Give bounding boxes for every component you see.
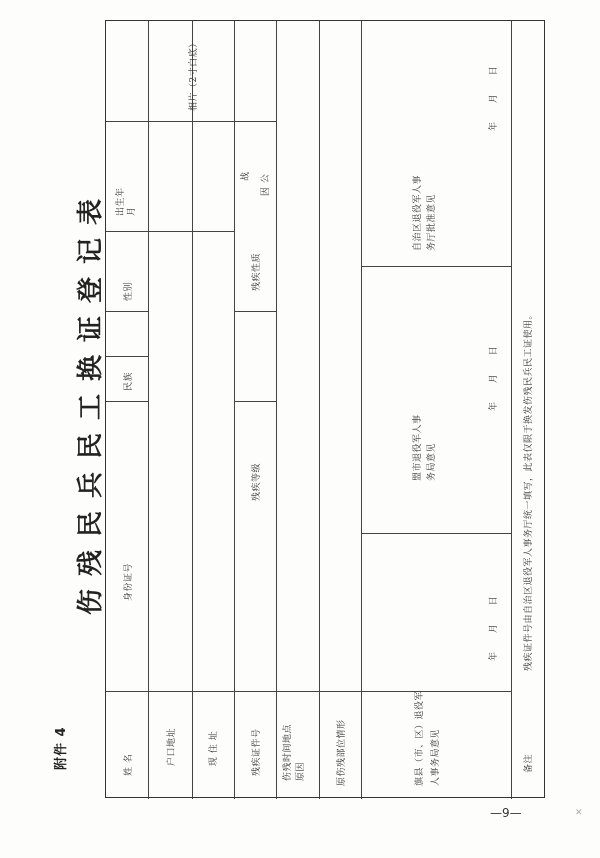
date-region: 年 月 日 bbox=[489, 58, 499, 131]
date-league: 年 月 日 bbox=[489, 338, 499, 411]
label-county-opinion: 旗县（市、区）退役军人事务局意见 bbox=[415, 690, 441, 786]
remarks-text: 残疾证件号由自治区退役军人事务厅统一填写，此表仅限于换发伤残民兵民工证使用。 bbox=[524, 309, 534, 671]
registration-table bbox=[105, 20, 545, 798]
label-birth: 出生年月 bbox=[116, 187, 137, 216]
label-remarks: 备注 bbox=[524, 753, 534, 773]
attachment-label: 附件 4 bbox=[54, 726, 69, 770]
label-current-address: 现 住 址 bbox=[209, 730, 219, 766]
label-disability-cert: 残疾证件号 bbox=[252, 728, 262, 776]
label-photo: 相片（2寸白底） bbox=[189, 38, 199, 111]
label-name: 姓 名 bbox=[124, 753, 134, 776]
label-war: 战 bbox=[241, 171, 251, 181]
label-region-opinion: 自治区退役军人事务厅批准意见 bbox=[413, 174, 437, 251]
date-county: 年 月 日 bbox=[489, 588, 499, 661]
label-injury-time-place: 伤残时间地点原因 bbox=[283, 723, 306, 781]
scan-mark: ✕ bbox=[575, 808, 583, 818]
label-household-address: 户口地址 bbox=[167, 727, 177, 766]
label-ethnicity: 民族 bbox=[124, 371, 134, 391]
label-league-opinion: 盟市退役军人事务局意见 bbox=[413, 414, 437, 481]
label-disability-level: 残疾等级 bbox=[252, 462, 262, 501]
label-duty: 因 公 bbox=[261, 173, 271, 196]
label-injury-site: 原伤残部位情形 bbox=[337, 719, 347, 786]
label-id-number: 身份证号 bbox=[124, 562, 134, 601]
page-number: —9— bbox=[490, 806, 522, 820]
label-disability-nature: 残疾性质 bbox=[252, 252, 262, 291]
form-title: 伤残民兵民工换证登记表 bbox=[76, 185, 106, 615]
label-gender: 性别 bbox=[124, 281, 134, 301]
